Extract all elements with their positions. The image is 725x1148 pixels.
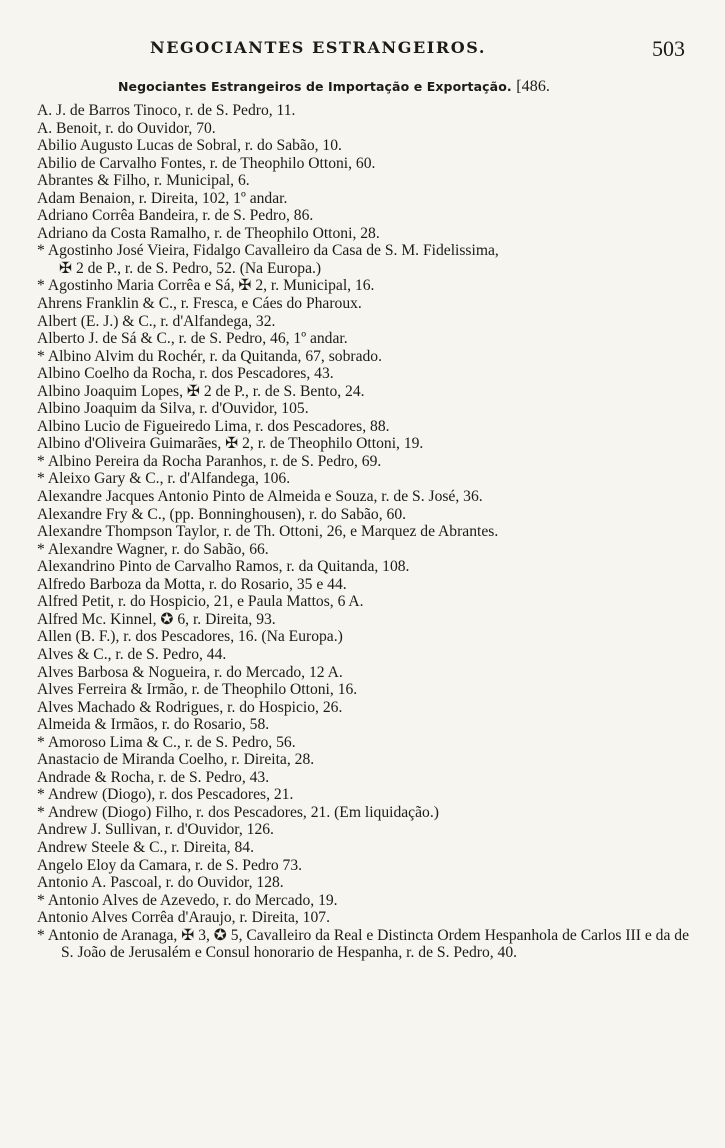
directory-entry: * Agostinho José Vieira, Fidalgo Cavalleiro da Casa de S. M. Fidelissima, [37, 242, 499, 260]
directory-entry: * Antonio de Aranaga, ✠ 3, ✪ 5, Cavalleiro da Real e Distincta Ordem Hespanhola de Carlos III e da de S. João de Jerusalém e Consul honorario de Hespanha, r. de S. Pedro, 40. [37, 926, 689, 962]
directory-entry: * Antonio Alves de Azevedo, r. do Mercado, 19. [37, 891, 338, 909]
directory-entry: Antonio A. Pascoal, r. do Ouvidor, 128. [37, 874, 284, 892]
directory-entry: Adam Benaion, r. Direita, 102, 1º andar. [37, 189, 288, 207]
directory-entry: Adriano da Costa Ramalho, r. de Theophilo Ottoni, 28. [37, 224, 380, 242]
directory-entry: Abilio de Carvalho Fontes, r. de Theophilo Ottoni, 60. [37, 154, 376, 172]
directory-entry: * Alexandre Wagner, r. do Sabão, 66. [37, 540, 269, 558]
directory-entry: A. J. de Barros Tinoco, r. de S. Pedro, 11. [37, 102, 296, 119]
directory-entry: Antonio Alves Corrêa d'Araujo, r. Direita, 107. [37, 909, 330, 927]
section-heading [118, 78, 550, 96]
directory-entry: Anastacio de Miranda Coelho, r. Direita, 28. [37, 751, 315, 769]
directory-entry: Albino d'Oliveira Guimarães, ✠ 2, r. de Theophilo Ottoni, 19. [37, 435, 424, 453]
directory-entry: Albino Joaquim Lopes, ✠ 2 de P., r. de S. Bento, 24. [37, 382, 365, 400]
section-ref: [486. [516, 78, 551, 95]
directory-entry: Alfredo Barboza da Motta, r. do Rosario, 35 e 44. [37, 575, 347, 593]
directory-entry: * Amoroso Lima & C., r. de S. Pedro, 56. [37, 733, 296, 751]
directory-entry: Alfred Petit, r. do Hospicio, 21, e Paula Mattos, 6 A. [37, 593, 364, 611]
directory-entry: Alexandre Thompson Taylor, r. de Th. Ottoni, 26, e Marquez de Abrantes. [37, 523, 499, 541]
directory-entry: Angelo Eloy da Camara, r. de S. Pedro 73. [37, 856, 303, 874]
entry-list [37, 102, 691, 962]
running-head [0, 38, 725, 62]
directory-entry: Abrantes & Filho, r. Municipal, 6. [37, 172, 250, 190]
directory-entry: Andrade & Rocha, r. de S. Pedro, 43. [37, 768, 270, 786]
directory-entry: A. Benoit, r. do Ouvidor, 70. [37, 119, 216, 137]
directory-entry: Alberto J. de Sá & C., r. de S. Pedro, 46, 1º andar. [37, 330, 348, 348]
directory-entry: * Aleixo Gary & C., r. d'Alfandega, 106. [37, 470, 291, 488]
directory-entry: Abilio Augusto Lucas de Sobral, r. do Sabão, 10. [37, 137, 342, 155]
directory-entry: Adriano Corrêa Bandeira, r. de S. Pedro, 86. [37, 207, 314, 225]
directory-entry: Alexandre Fry & C., (pp. Bonninghousen), r. do Sabão, 60. [37, 505, 407, 523]
directory-entry: Albino Lucio de Figueiredo Lima, r. dos Pescadores, 88. [37, 417, 390, 435]
directory-entry: * Albino Alvim du Rochér, r. da Quitanda, 67, sobrado. [37, 347, 382, 365]
directory-entry: Alexandre Jacques Antonio Pinto de Almeida e Souza, r. de S. José, 36. [37, 488, 483, 506]
directory-entry: Andrew Steele & C., r. Direita, 84. [37, 838, 254, 856]
directory-entry: * Agostinho Maria Corrêa e Sá, ✠ 2, r. Municipal, 16. [37, 277, 375, 295]
section-title: Negociantes Estrangeiros de Importação e Exportação. [118, 79, 512, 94]
directory-entry: Alves & C., r. de S. Pedro, 44. [37, 645, 227, 663]
directory-entry: Alfred Mc. Kinnel, ✪ 6, r. Direita, 93. [37, 610, 276, 628]
directory-entry: Albino Joaquim da Silva, r. d'Ouvidor, 105. [37, 400, 309, 418]
directory-entry: Allen (B. F.), r. dos Pescadores, 16. (Na Europa.) [37, 628, 343, 646]
directory-entry: Alexandrino Pinto de Carvalho Ramos, r. da Quitanda, 108. [37, 558, 410, 576]
page-number: 503 [652, 36, 685, 61]
directory-entry: Alves Ferreira & Irmão, r. de Theophilo Ottoni, 16. [37, 681, 358, 699]
directory-entry: Almeida & Irmãos, r. do Rosario, 58. [37, 716, 270, 734]
directory-entry: Albino Coelho da Rocha, r. dos Pescadores, 43. [37, 365, 334, 383]
directory-entry: Alves Barbosa & Nogueira, r. do Mercado, 12 A. [37, 663, 343, 681]
directory-entry: * Andrew (Diogo) Filho, r. dos Pescadores, 21. (Em liquidação.) [37, 803, 439, 821]
directory-entry: Alves Machado & Rodrigues, r. do Hospicio, 26. [37, 698, 343, 716]
directory-entry: * Andrew (Diogo), r. dos Pescadores, 21. [37, 786, 294, 804]
directory-entry: Ahrens Franklin & C., r. Fresca, e Cáes do Pharoux. [37, 295, 362, 313]
directory-entry: * Albino Pereira da Rocha Paranhos, r. de S. Pedro, 69. [37, 452, 382, 470]
running-title: NEGOCIANTES ESTRANGEIROS. [150, 38, 487, 57]
directory-entry: ✠ 2 de P., r. de S. Pedro, 52. (Na Europa.) [59, 259, 322, 277]
directory-entry: Albert (E. J.) & C., r. d'Alfandega, 32. [37, 312, 276, 330]
directory-entry: Andrew J. Sullivan, r. d'Ouvidor, 126. [37, 821, 274, 839]
